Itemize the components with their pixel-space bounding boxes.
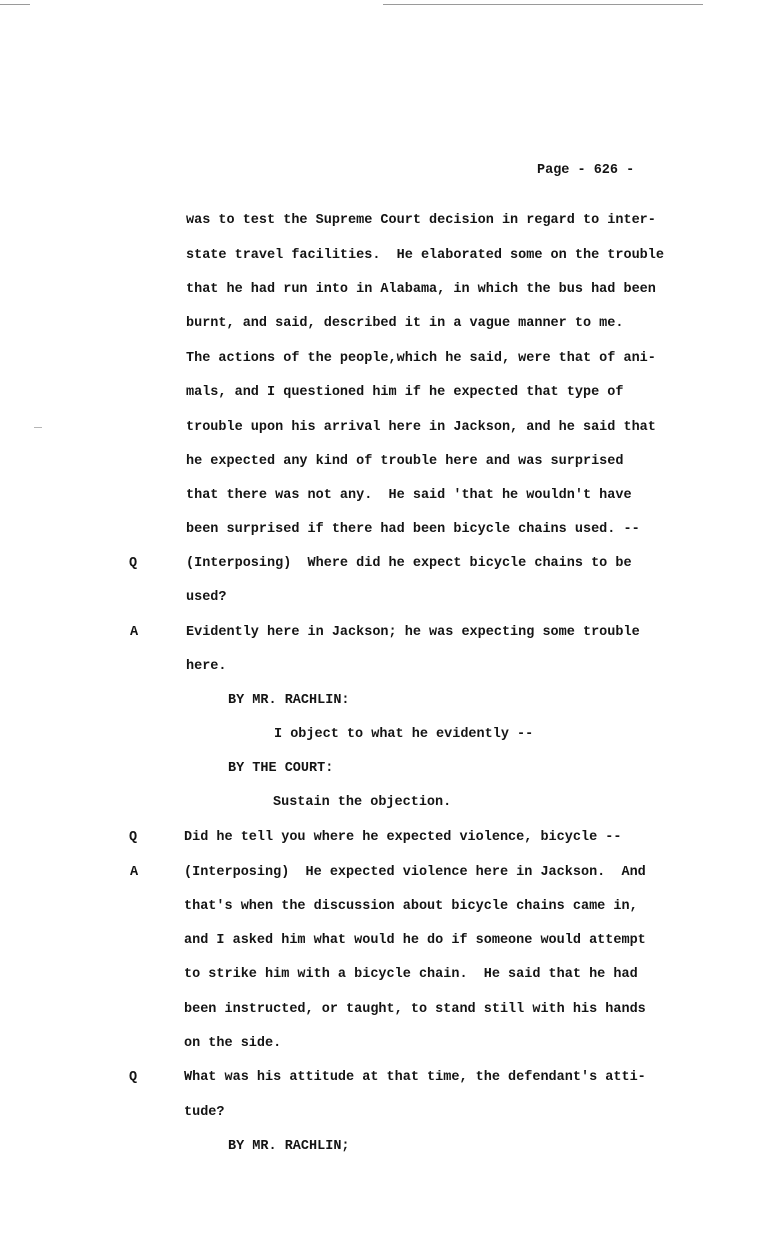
answer-marker: A <box>130 865 139 880</box>
transcript-line: on the side. <box>184 1036 282 1051</box>
speaker-heading: BY MR. RACHLIN: <box>228 693 350 708</box>
answer-marker: A <box>130 625 139 640</box>
transcript-line: burnt, and said, described it in a vague manner to me. <box>186 316 624 331</box>
transcript-line: The actions of the people,which he said, were that of ani- <box>186 351 656 366</box>
transcript-line: here. <box>186 659 227 674</box>
transcript-line: Sustain the objection. <box>273 795 452 810</box>
speaker-heading: BY THE COURT: <box>228 761 334 776</box>
transcript-line: Evidently here in Jackson; he was expecting some trouble <box>186 625 640 640</box>
question-marker: Q <box>129 1070 138 1085</box>
transcript-line: and I asked him what would he do if someone would attempt <box>184 933 646 948</box>
transcript-line: trouble upon his arrival here in Jackson, and he said that <box>186 420 656 435</box>
scan-artifact-top-line-left <box>0 4 30 5</box>
question-marker: Q <box>129 556 138 571</box>
transcript-line: (Interposing) He expected violence here in Jackson. And <box>184 865 646 880</box>
transcript-line: Did he tell you where he expected violence, bicycle -- <box>184 830 622 845</box>
transcript-line: he expected any kind of trouble here and was surprised <box>186 454 624 469</box>
transcript-line: that's when the discussion about bicycle chains came in, <box>184 899 638 914</box>
transcript-line: tude? <box>184 1105 225 1120</box>
speaker-heading: BY MR. RACHLIN; <box>228 1139 350 1154</box>
transcript-line: been surprised if there had been bicycle chains used. -- <box>186 522 640 537</box>
scan-artifact-top-line <box>383 4 703 5</box>
transcript-line: used? <box>186 590 227 605</box>
transcript-line: to strike him with a bicycle chain. He said that he had <box>184 967 638 982</box>
page-number: Page - 626 - <box>537 163 635 178</box>
transcript-line: been instructed, or taught, to stand still with his hands <box>184 1002 646 1017</box>
transcript-line: I object to what he evidently -- <box>274 727 534 742</box>
transcript-line: was to test the Supreme Court decision in regard to inter- <box>186 213 656 228</box>
scan-artifact-margin-tick <box>34 427 42 428</box>
question-marker: Q <box>129 830 138 845</box>
transcript-line: that there was not any. He said 'that he wouldn't have <box>186 488 632 503</box>
transcript-line: that he had run into in Alabama, in which the bus had been <box>186 282 656 297</box>
transcript-line: mals, and I questioned him if he expected that type of <box>186 385 624 400</box>
transcript-line: What was his attitude at that time, the defendant's atti- <box>184 1070 646 1085</box>
transcript-line: state travel facilities. He elaborated some on the trouble <box>186 248 664 263</box>
transcript-line: (Interposing) Where did he expect bicycle chains to be <box>186 556 632 571</box>
